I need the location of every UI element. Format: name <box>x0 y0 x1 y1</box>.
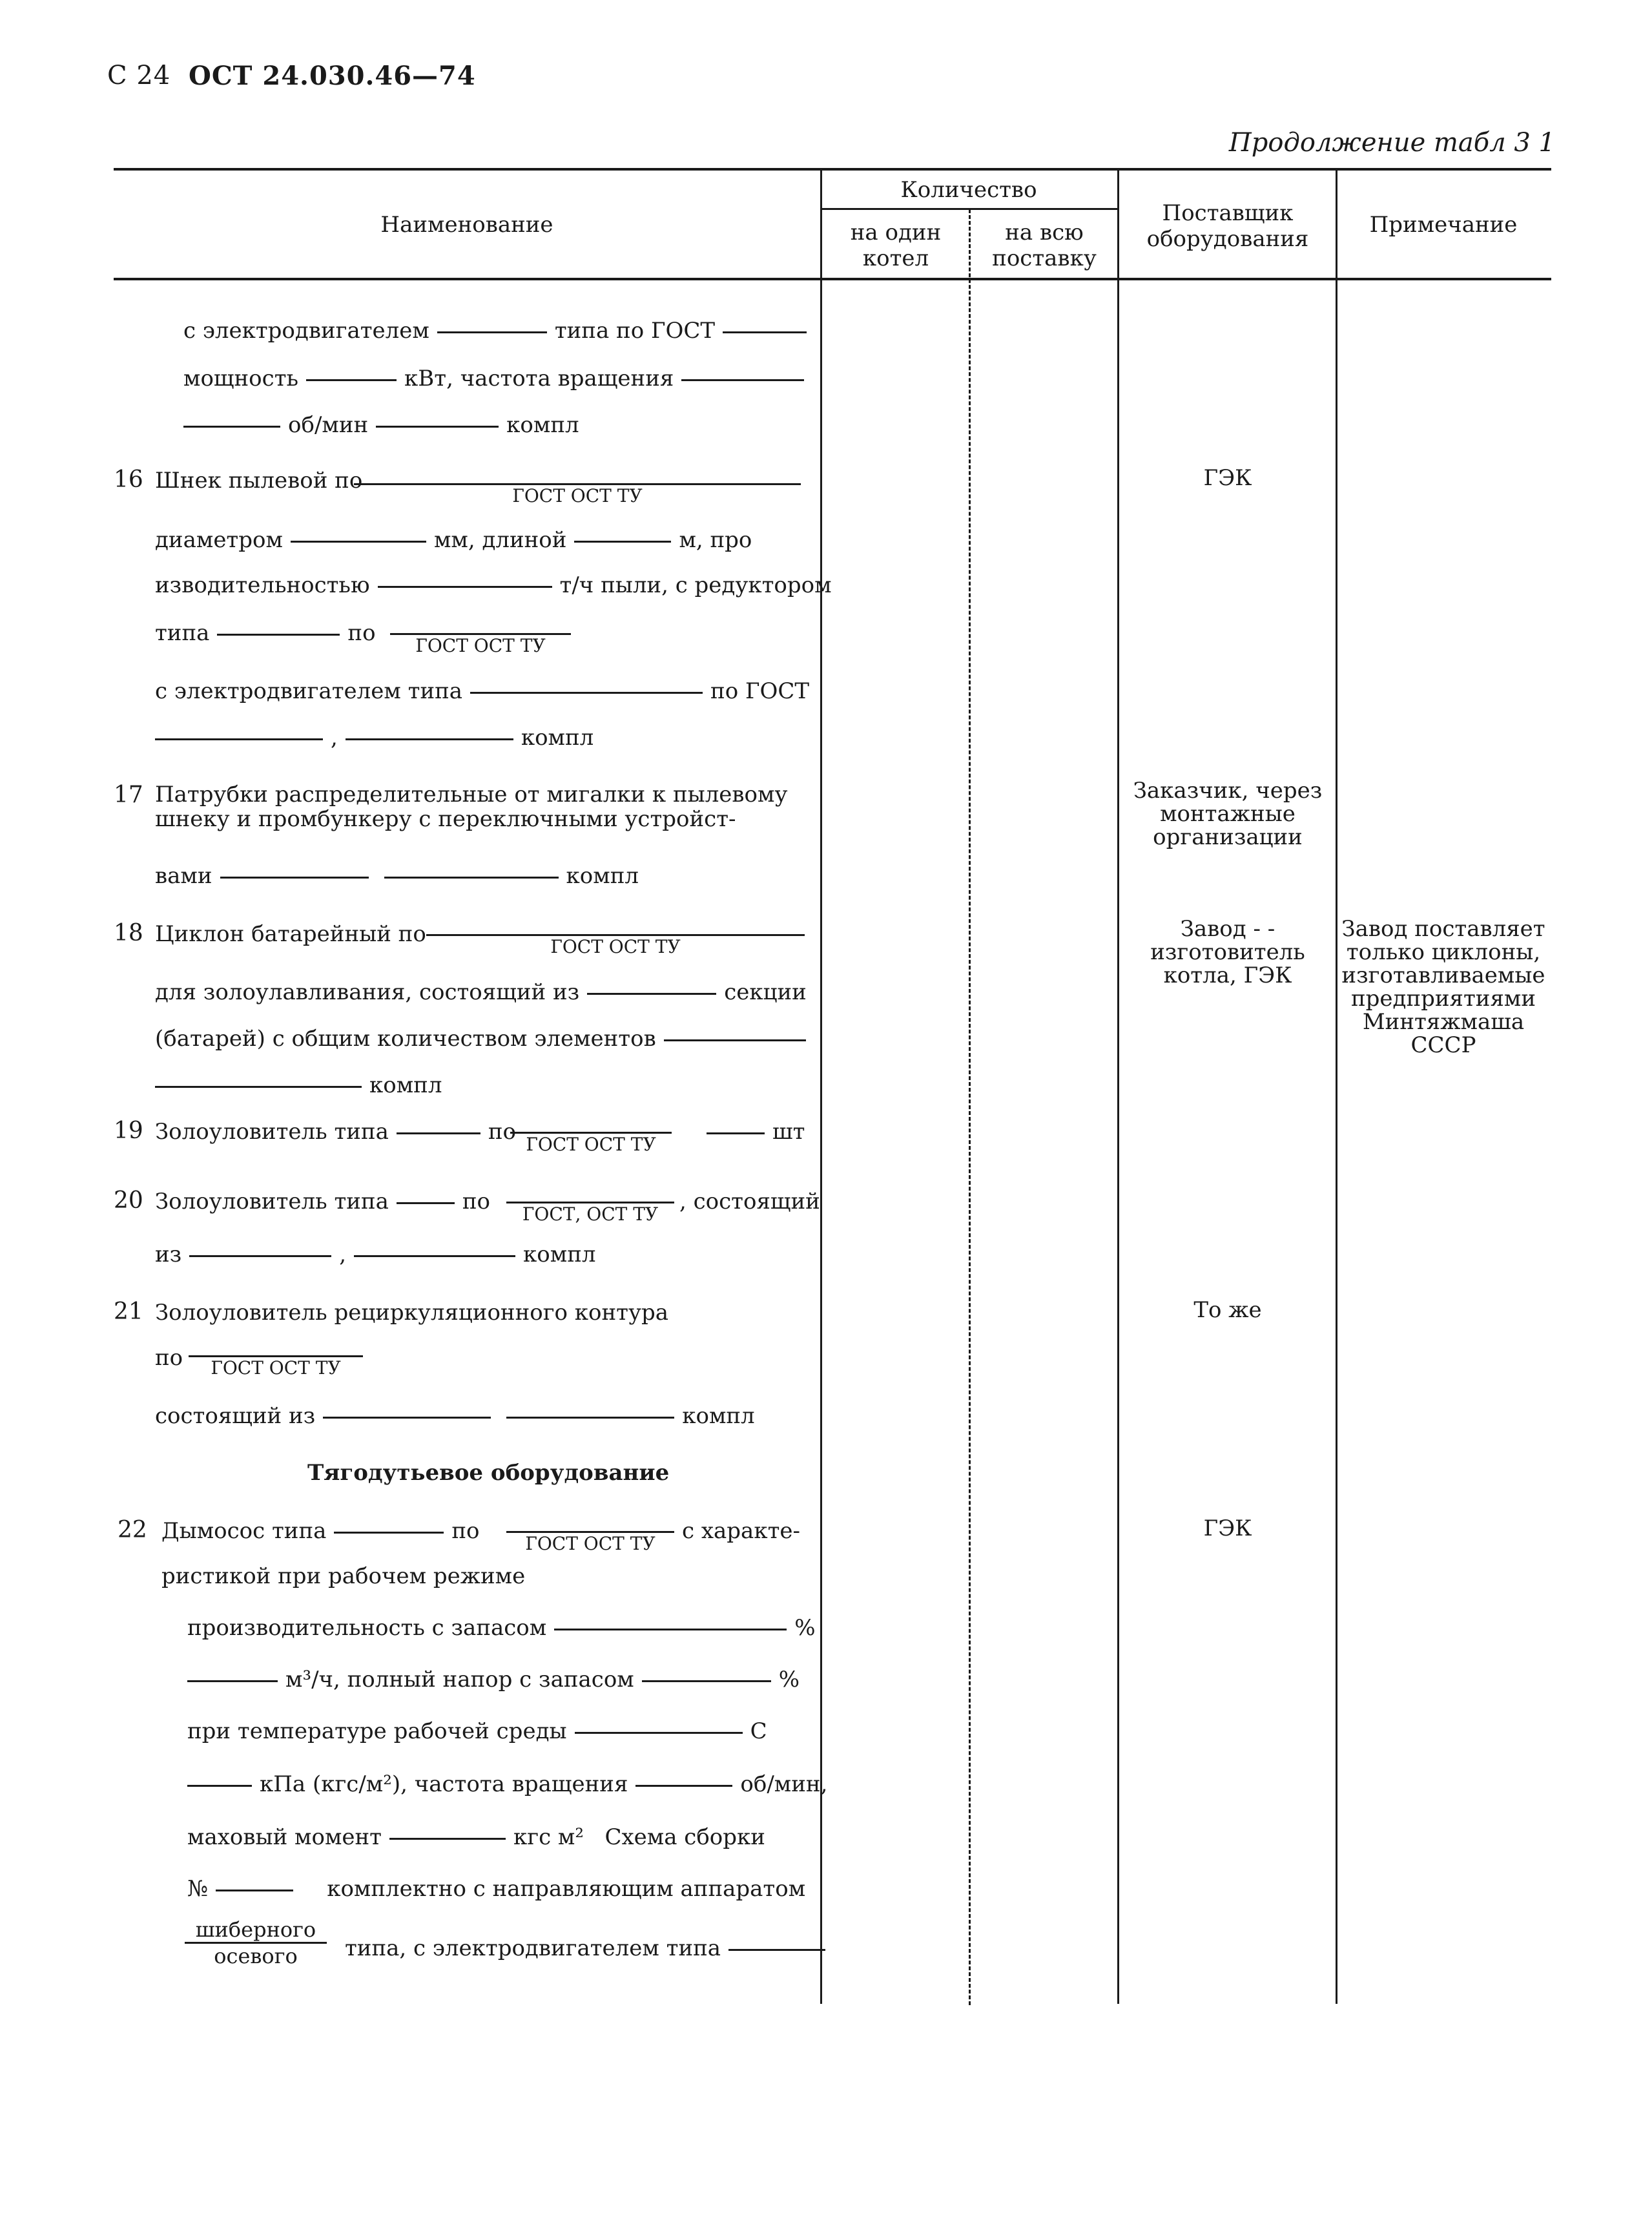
text-fragment: Золоуловитель типа <box>155 1189 389 1214</box>
text-fragment: , состоящий <box>679 1189 820 1214</box>
text-fragment: шнеку и промбункеру с переключными устройст- <box>155 806 736 832</box>
text-fragment: компл <box>566 863 639 889</box>
text-fragment: секции <box>724 979 807 1005</box>
text-fragment: по <box>347 620 376 646</box>
text-fragment: типа, с электродвигателем типа <box>345 1935 721 1961</box>
row-line <box>183 412 579 438</box>
header-quantity-one-boiler: на один котел <box>850 220 942 271</box>
note-cell: Завод поставляет только циклоны, изготавливаемые предприятиями Минтяжмаша СССР <box>1341 916 1545 1058</box>
section-heading: Тягодутьевое оборудование <box>307 1460 670 1486</box>
text-fragment: производительность с запасом <box>187 1615 547 1641</box>
text-fragment: С <box>750 1718 767 1744</box>
text-fragment: по <box>155 1345 183 1371</box>
item-number: 21 <box>114 1298 143 1325</box>
text-fragment: по ГОСТ <box>710 678 810 704</box>
text-fragment: , <box>339 1242 347 1267</box>
item-number: 17 <box>114 782 143 808</box>
column-divider <box>820 169 822 2004</box>
row-line <box>155 678 809 704</box>
row-line <box>155 1345 183 1371</box>
text-fragment: маховый момент <box>187 1824 382 1850</box>
text-fragment: по <box>451 1518 480 1544</box>
row-line <box>187 1615 816 1641</box>
fraction-label: ГОСТ ОСТ ТУ <box>526 1134 656 1155</box>
text-fragment: кВт, частота вращения <box>404 366 674 391</box>
row-line <box>155 1300 668 1326</box>
text-fragment: Золоуловитель типа <box>155 1119 389 1145</box>
text-fragment: комплектно с направляющим аппаратом <box>327 1876 806 1902</box>
text-fragment: Патрубки распределительные от мигалки к пылевому <box>155 782 788 807</box>
row-line <box>682 1518 800 1544</box>
row-line <box>155 979 807 1005</box>
row-line <box>155 806 736 832</box>
row-line <box>187 1771 827 1797</box>
fraction-label: ГОСТ ОСТ ТУ <box>211 1357 341 1379</box>
text-fragment: Циклон батарейный по <box>155 921 426 947</box>
text-fragment: Золоуловитель рециркуляционного контура <box>155 1300 669 1326</box>
text-fragment: типа <box>155 620 210 646</box>
row-line <box>155 572 832 598</box>
text-fragment: Схема сборки <box>604 1824 765 1850</box>
text-fragment: м, про <box>679 527 752 553</box>
text-fragment: вами <box>155 863 212 889</box>
row-line <box>183 318 814 344</box>
item-number: 22 <box>118 1517 147 1543</box>
text-fragment: мм, длиной <box>433 527 567 553</box>
item-number: 18 <box>114 920 143 946</box>
text-fragment: № <box>187 1876 209 1902</box>
row-line <box>155 1119 516 1145</box>
row-line <box>155 725 594 751</box>
standard-reference-fraction <box>506 1531 674 1554</box>
text-fragment: Шнек пылевой по <box>155 468 363 494</box>
text-fragment: об/мин, <box>740 1771 828 1797</box>
row-line <box>187 1667 800 1692</box>
row-line <box>155 468 362 494</box>
row-line <box>155 921 426 947</box>
row-line <box>155 1242 595 1267</box>
row-line <box>345 1935 833 1961</box>
standard-reference-fraction <box>390 633 571 656</box>
header-note: Примечание <box>1369 212 1518 238</box>
row-line <box>183 366 812 391</box>
row-line <box>155 1072 442 1098</box>
text-fragment: с электродвигателем <box>183 318 429 344</box>
header-supplier: Поставщик оборудования <box>1146 200 1309 252</box>
text-fragment: % <box>794 1615 816 1641</box>
text-fragment: компл <box>369 1072 442 1098</box>
fraction-label: ГОСТ ОСТ ТУ <box>415 635 546 656</box>
row-line <box>155 782 787 807</box>
page-number: С 24 <box>107 61 171 90</box>
supplier-cell: Заказчик, через монтажные организации <box>1133 778 1323 850</box>
text-fragment: компл <box>506 412 579 438</box>
text-fragment: Дымосос типа <box>161 1518 327 1544</box>
fraction-label: ГОСТ ОСТ ТУ <box>525 1533 656 1554</box>
row-line <box>161 1563 525 1589</box>
column-divider <box>1117 169 1119 2004</box>
text-fragment: с характе- <box>682 1518 800 1544</box>
fraction-numerator: шиберного <box>195 1917 316 1942</box>
row-line <box>155 620 376 646</box>
text-fragment: для золоулавливания, состоящий из <box>155 979 580 1005</box>
text-fragment: ристикой при рабочем режиме <box>161 1563 526 1589</box>
text-fragment: компл <box>682 1403 755 1429</box>
text-fragment: м³/ч, полный напор с запасом <box>285 1667 634 1692</box>
text-fragment: кПа (кгс/м²), частота вращения <box>260 1771 628 1797</box>
row-line <box>155 863 639 889</box>
text-fragment: кгс м² <box>513 1824 584 1850</box>
text-fragment: , <box>331 725 338 751</box>
row-line <box>707 1119 805 1145</box>
fraction-label: ГОСТ ОСТ ТУ <box>512 485 643 506</box>
damper-type-fraction <box>185 1917 327 1968</box>
text-fragment: об/мин <box>288 412 369 438</box>
standard-reference-fraction <box>426 934 805 957</box>
header-quantity-total: на всю поставку <box>992 220 1097 271</box>
text-fragment: состоящий из <box>155 1403 316 1429</box>
row-line <box>155 1189 490 1214</box>
standard-reference-fraction <box>510 1132 672 1155</box>
document-code: ОСТ 24.030.46—74 <box>189 61 476 91</box>
supplier-cell: ГЭК <box>1203 1515 1252 1541</box>
fraction-denominator: осевого <box>214 1944 298 1968</box>
text-fragment: из <box>155 1242 182 1267</box>
row-line <box>187 1824 765 1850</box>
text-fragment: мощность <box>183 366 299 391</box>
row-line <box>161 1518 480 1544</box>
row-line <box>155 1026 814 1052</box>
text-fragment: шт <box>772 1119 805 1145</box>
text-fragment: типа по ГОСТ <box>554 318 716 344</box>
fraction-label: ГОСТ, ОСТ ТУ <box>522 1203 659 1225</box>
text-fragment: с электродвигателем типа <box>155 678 463 704</box>
text-fragment: % <box>778 1667 800 1692</box>
row-line <box>187 1718 767 1744</box>
row-line <box>155 527 752 553</box>
fraction-label: ГОСТ ОСТ ТУ <box>550 936 681 957</box>
column-divider <box>1336 169 1337 2004</box>
item-number: 19 <box>114 1118 143 1144</box>
text-fragment: (батарей) с общим количеством элементов <box>155 1026 656 1052</box>
row-line <box>187 1876 805 1902</box>
text-fragment: компл <box>521 725 594 751</box>
standard-reference-fraction <box>354 483 801 506</box>
table-continuation-label: Продолжение табл 3 1 <box>1228 128 1555 158</box>
header-quantity: Количество <box>900 177 1037 203</box>
standard-reference-fraction <box>506 1202 674 1225</box>
header-name: Наименование <box>380 212 553 238</box>
text-fragment: т/ч пыли, с редуктором <box>559 572 832 598</box>
item-number: 20 <box>114 1187 143 1214</box>
column-divider-dashed <box>969 209 971 2005</box>
text-fragment: компл <box>523 1242 596 1267</box>
standard-reference-fraction <box>189 1355 363 1379</box>
text-fragment: по <box>462 1189 490 1214</box>
supplier-cell: То же <box>1193 1297 1262 1323</box>
text-fragment: изводительностью <box>155 572 370 598</box>
item-number: 16 <box>114 466 143 493</box>
row-line <box>155 1403 755 1429</box>
supplier-cell: ГЭК <box>1203 465 1252 491</box>
text-fragment: диаметром <box>155 527 283 553</box>
row-line <box>679 1189 820 1214</box>
text-fragment: при температуре рабочей среды <box>187 1718 567 1744</box>
text-fragment: по <box>488 1119 516 1145</box>
supplier-cell: Завод - - изготовитель котла, ГЭК <box>1150 916 1305 988</box>
